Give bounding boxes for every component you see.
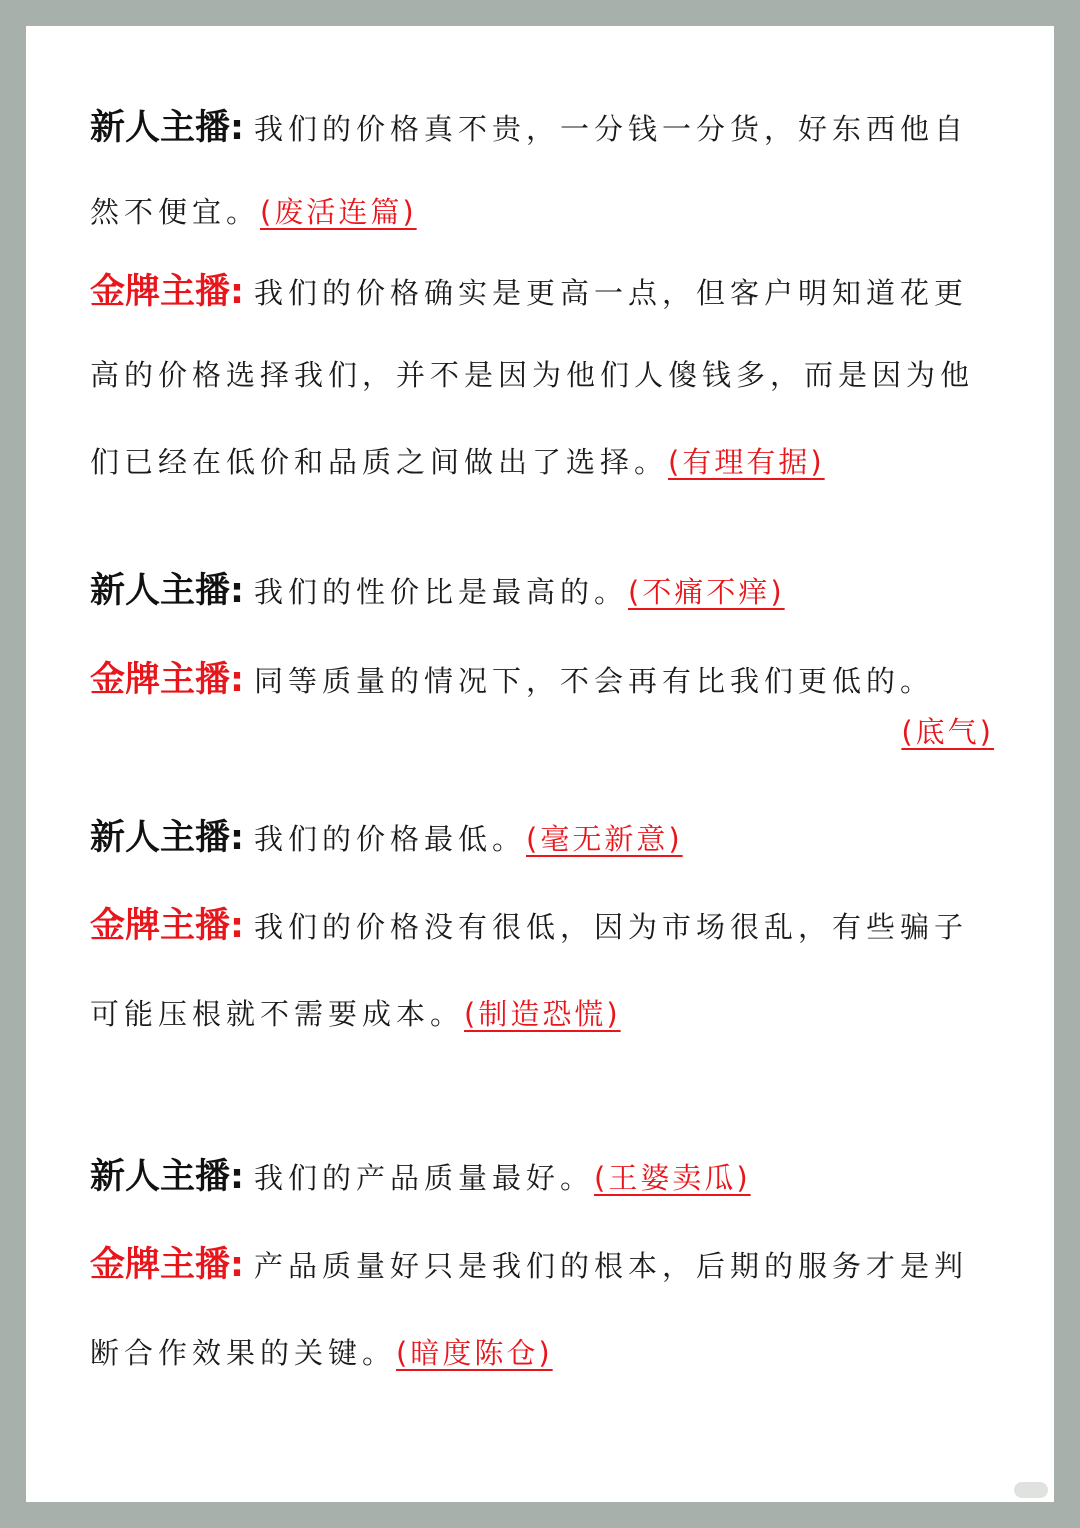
novice-text: 然不便宜。: [90, 195, 261, 229]
text-line: [90, 906, 994, 946]
novice-speaker-label: 新人主播:: [90, 818, 244, 858]
novice-text: 我们的价格最低。: [254, 822, 527, 856]
dialogue-4-novice: [90, 1157, 994, 1197]
commentary-note: (底气): [901, 715, 994, 749]
commentary-note: (王婆卖瓜): [594, 1161, 751, 1195]
commentary-note: (毫无新意): [526, 822, 683, 856]
gold-speaker-label: 金牌主播:: [90, 906, 244, 946]
novice-text: 我们的价格真不贵，一分钱一分货，好东西他自: [254, 112, 969, 146]
gold-text: 同等质量的情况下，不会再有比我们更低的。: [254, 664, 935, 698]
commentary-note: (不痛不痒): [628, 575, 785, 609]
gold-speaker-label: 金牌主播:: [90, 1245, 244, 1285]
commentary-note: (废活连篇): [260, 195, 417, 229]
gold-text: 我们的价格确实是更高一点，但客户明知道花更: [254, 276, 969, 310]
watermark-badge: [1014, 1482, 1048, 1498]
text-line: [90, 192, 994, 232]
text-line: [90, 355, 994, 395]
gold-text: 断合作效果的关键。: [90, 1336, 397, 1370]
text-line: [90, 571, 994, 611]
gold-speaker-label: 金牌主播:: [90, 272, 244, 312]
gold-text: 可能压根就不需要成本。: [90, 997, 465, 1031]
gold-text: 们已经在低价和品质之间做出了选择。: [90, 445, 669, 479]
novice-text: 我们的产品质量最好。: [254, 1161, 595, 1195]
novice-text: 我们的性价比是最高的。: [254, 575, 629, 609]
gold-text: 产品质量好只是我们的根本，后期的服务才是判: [254, 1249, 969, 1283]
dialogue-2-gold: [90, 660, 994, 752]
text-line: [90, 108, 994, 148]
dialogue-2-novice: [90, 571, 994, 611]
text-line: [90, 994, 994, 1034]
commentary-note: (有理有据): [668, 445, 825, 479]
novice-speaker-label: 新人主播:: [90, 108, 244, 148]
novice-speaker-label: 新人主播:: [90, 1157, 244, 1197]
text-line: [90, 1245, 994, 1285]
dialogue-3-gold: [90, 906, 994, 1034]
dialogue-1-novice: [90, 108, 994, 232]
commentary-note: (制造恐慌): [464, 997, 621, 1031]
dialogue-1-gold: [90, 272, 994, 482]
commentary-note: (暗度陈仓): [396, 1336, 553, 1370]
gold-text: 高的价格选择我们，并不是因为他们人傻钱多，而是因为他: [90, 358, 975, 392]
text-line: [90, 1333, 994, 1373]
text-line: [90, 818, 994, 858]
dialogue-3-novice: [90, 818, 994, 858]
text-line: [90, 660, 994, 700]
document-page: [26, 26, 1054, 1502]
right-note-line: [90, 712, 994, 752]
text-line: [90, 272, 994, 312]
text-line: [90, 442, 994, 482]
text-line: [90, 1157, 994, 1197]
dialogue-4-gold: [90, 1245, 994, 1373]
gold-speaker-label: 金牌主播:: [90, 660, 244, 700]
gold-text: 我们的价格没有很低，因为市场很乱，有些骗子: [254, 910, 969, 944]
novice-speaker-label: 新人主播:: [90, 571, 244, 611]
